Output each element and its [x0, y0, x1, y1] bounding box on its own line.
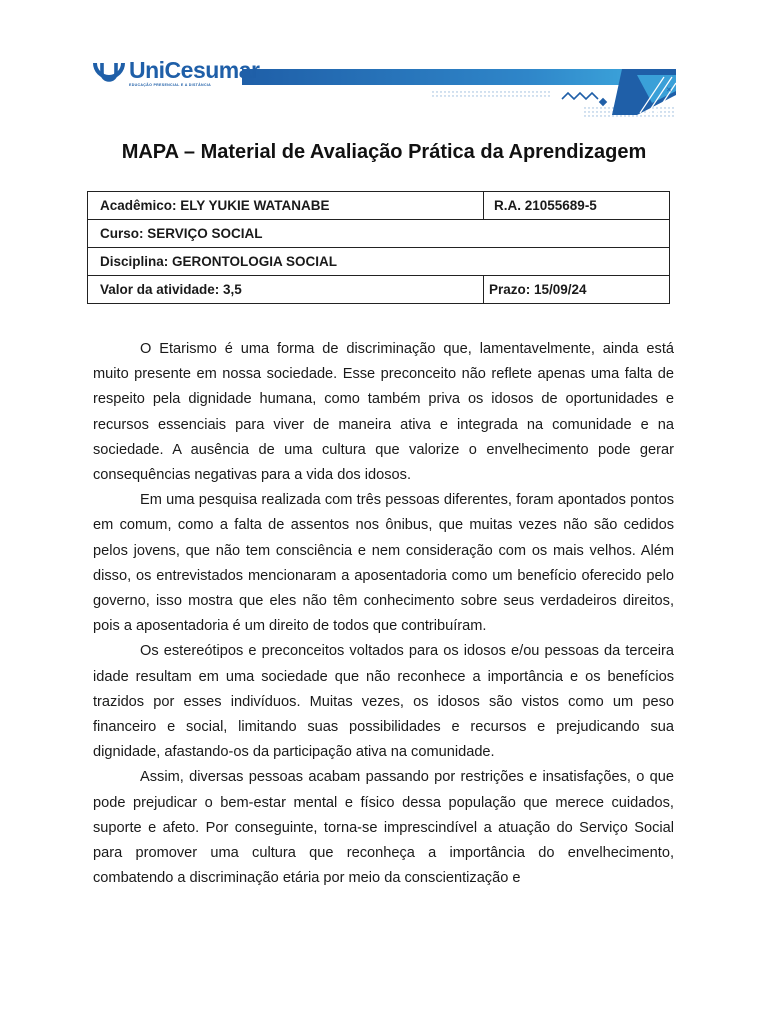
table-row	[88, 192, 670, 220]
logo-tagline: EDUCAÇÃO PRESENCIAL E A DISTÂNCIA	[129, 83, 212, 87]
table-row	[88, 220, 670, 248]
svg-text:✕: ✕	[666, 86, 672, 94]
paragraph: Os estereótipos e preconceitos voltados para os idosos e/ou pessoas da terceira idade resultam em uma sociedade que não reconhece a importância e os benefícios trazidos por esses indivíduos. Muitas vezes, os idosos são vistos como um peso financeiro e social, limitando suas possibilidades e recursos e prejudicando sua dignidade, afastando-os da participação ativa na comunidade.	[93, 643, 674, 761]
essay-body	[93, 337, 674, 891]
curso-cell: Curso: SERVIÇO SOCIAL	[88, 220, 670, 248]
unicesumar-logo-icon	[92, 59, 126, 89]
table-row	[88, 276, 670, 304]
logo	[92, 59, 259, 89]
document-title: MAPA – Material de Avaliação Prática da Aprendizagem	[121, 141, 647, 163]
paragraph: Em uma pesquisa realizada com três pessoas diferentes, foram apontados pontos em comum, como a falta de assentos nos ônibus, que muitas vezes não são cedidos pelos jovens, que não tem consciência e nem consideração com os mais velhos. Além disso, os entrevistados mencionaram a aposentadoria como um benefício oferecido pelo governo, isso mostra que eles não têm conhecimento sobre seus verdadeiros direitos, pois a aposentadoria é um direito de todos que contribuíram.	[93, 492, 674, 635]
prazo-cell: Prazo: 15/09/24	[484, 276, 670, 304]
academico-cell: Acadêmico: ELY YUKIE WATANABE	[88, 192, 484, 220]
paragraph: Assim, diversas pessoas acabam passando por restrições e insatisfações, o que pode prejudicar o bem-estar mental e físico dessa população que merece cuidados, suporte e afeto. Por conseguinte, torna-se imprescindível a atuação do Serviço Social para promover uma cultura que reconheça a importância do envelhecimento, combatendo a discriminação etária por meio da conscientização e	[93, 769, 674, 887]
ra-cell: R.A. 21055689-5	[484, 192, 670, 220]
valor-cell: Valor da atividade: 3,5	[88, 276, 484, 304]
student-info-table	[87, 191, 670, 304]
svg-text:✕: ✕	[618, 109, 624, 117]
document-header	[92, 55, 676, 121]
logo-name: UniCesumar	[129, 57, 260, 83]
disciplina-cell: Disciplina: GERONTOLOGIA SOCIAL	[88, 248, 670, 276]
table-row	[88, 248, 670, 276]
paragraph: O Etarismo é uma forma de discriminação que, lamentavelmente, ainda está muito presente em nossa sociedade. Esse preconceito não reflete apenas uma falta de respeito pela dignidade humana, como também priva os idosos de oportunidades e recursos essenciais para viver de maneira ativa e integrada na comunidade e na sociedade. A ausência de uma cultura que valorize o envelhecimento pode gerar consequências negativas para a vida dos idosos.	[93, 341, 674, 484]
